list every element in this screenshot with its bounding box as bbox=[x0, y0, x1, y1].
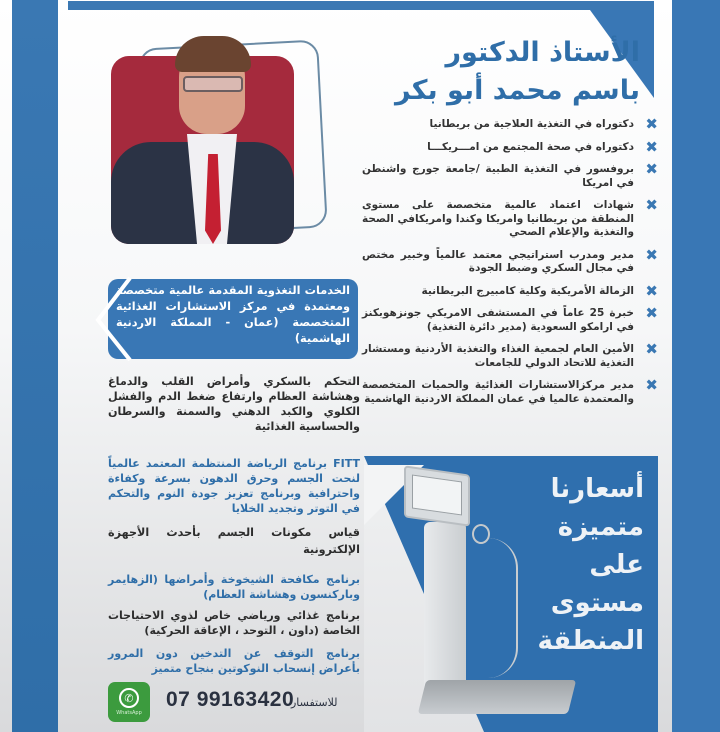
doctor-portrait bbox=[111, 34, 294, 244]
slogan-line: أسعارنا bbox=[550, 474, 644, 504]
credential-item: ✖ خبرة 25 عاماً في المستشفى الامريكي جونزهوبكنز في ارامكو السعودية (مدير دائرة التغذية) bbox=[362, 304, 658, 333]
slogan-line: مستوى bbox=[550, 588, 644, 618]
x-mark-icon: ✖ bbox=[645, 115, 658, 133]
right-decorative-stripe bbox=[672, 0, 720, 732]
slogan-line: على bbox=[589, 550, 644, 580]
credentials-list bbox=[362, 115, 658, 415]
body-composition-text: قياس مكونات الجسم بأحدث الأجهزة الإلكترونية bbox=[108, 526, 360, 556]
hair bbox=[175, 36, 251, 72]
smoking-cessation-text: برنامج التوقف عن التدخين دون المرور بأعراض إنسحاب النوكوتين بنجاح متميز bbox=[108, 647, 360, 675]
top-decorative-bar bbox=[68, 1, 654, 10]
credential-item: ✖ دكتوراه في التغذية العلاجية من بريطانيا bbox=[429, 115, 658, 133]
x-mark-icon: ✖ bbox=[645, 196, 658, 214]
glasses bbox=[183, 76, 243, 92]
title-line-2: باسم محمد أبو بكر bbox=[394, 75, 640, 106]
prices-slogan bbox=[474, 470, 644, 660]
x-mark-icon: ✖ bbox=[645, 245, 658, 264]
slogan-line: المنطقة bbox=[537, 626, 644, 656]
fitt-program-text: FITT برنامج الرياضة المنتظمة المعتمد عالمياً لنحت الجسم وحرق الدهون بسرعة وكفاءة واحترافية وبرنامج تعزيز جودة النوم والتحكم في التوتر وتجديد الخلايا bbox=[108, 457, 360, 515]
conditions-text: التحكم بالسكري وأمراض القلب والدماغ وهشاشة العظام وارتفاع ضغط الدم والفشل الكلوي والكبد الدهني والسمنة والسرطان والحساسية الغذائية bbox=[108, 375, 360, 433]
credential-item: ✖ بروفسور في التغذية الطبية /جامعة جورج واشنطن في امريكا bbox=[362, 160, 658, 189]
x-mark-icon: ✖ bbox=[645, 376, 658, 394]
x-mark-icon: ✖ bbox=[645, 340, 658, 358]
contact-row bbox=[108, 682, 360, 724]
chevron-decoration-icon bbox=[92, 276, 132, 362]
whatsapp-icon: ✆ bbox=[119, 688, 139, 708]
analyzer-platform bbox=[418, 680, 576, 714]
title-line-1: الأستاذ الدكتور bbox=[445, 37, 640, 68]
x-mark-icon: ✖ bbox=[645, 137, 658, 156]
whatsapp-label: WhatsApp bbox=[116, 710, 142, 716]
doctor-title bbox=[320, 34, 640, 110]
credential-item: ✖ مدير مركزالاستشارات الغذائية والحميات المتخصصة والمعتمدة عالميا في عمان المملكة الاردنية الهاشمية bbox=[362, 376, 658, 405]
credential-item: ✖ مدير ومدرب استراتيجي معتمد عالمياً وخبير مختص في مجال السكري وضبط الجودة bbox=[362, 245, 658, 274]
anti-aging-text: برنامج مكافحة الشيخوخة وأمراضها (الزهايمر وباركنسون وهشاشة العظام) bbox=[108, 573, 360, 601]
credential-item: ✖ شهادات اعتماد عالمية متخصصة على مستوى المنطقة من بريطانيا وامريكا وكندا وامريكافي الصحة والتغذية والإعلام الصحي bbox=[362, 196, 658, 238]
services-banner: الخدمات التغذوية المقدمة عالمية متخصصة ومعتمدة في مركز الاستشارات الغذائية المتخصصة (عمان - المملكة الاردنية الهاشمية) bbox=[108, 279, 358, 359]
analyzer-screen bbox=[404, 465, 470, 526]
credential-item: ✖ دكتوراه في صحة المجتمع من امـــريكـــا bbox=[427, 137, 658, 156]
x-mark-icon: ✖ bbox=[645, 160, 658, 178]
slogan-line: متميزة bbox=[557, 512, 644, 542]
x-mark-icon: ✖ bbox=[645, 304, 658, 322]
left-decorative-stripe bbox=[12, 0, 58, 732]
whatsapp-button[interactable] bbox=[108, 682, 150, 722]
credential-item: ✖ الزمالة الأمريكية وكلية كامبيرج البريطانية bbox=[421, 281, 658, 300]
credential-item: ✖ الأمين العام لجمعية الغذاء والتغذية الأردنية ومستشار التغذية للاتحاد الدولي للجامعات bbox=[362, 340, 658, 369]
special-needs-text: برنامج غذائي ورياضي خاص لذوي الاحتياجات الخاصة (داون ، التوحد ، الإعاقة الحركية) bbox=[108, 609, 360, 637]
phone-number[interactable]: 07 99163420 bbox=[166, 688, 295, 711]
x-mark-icon: ✖ bbox=[645, 281, 658, 300]
inquiry-label: للاستفسار bbox=[291, 696, 338, 709]
